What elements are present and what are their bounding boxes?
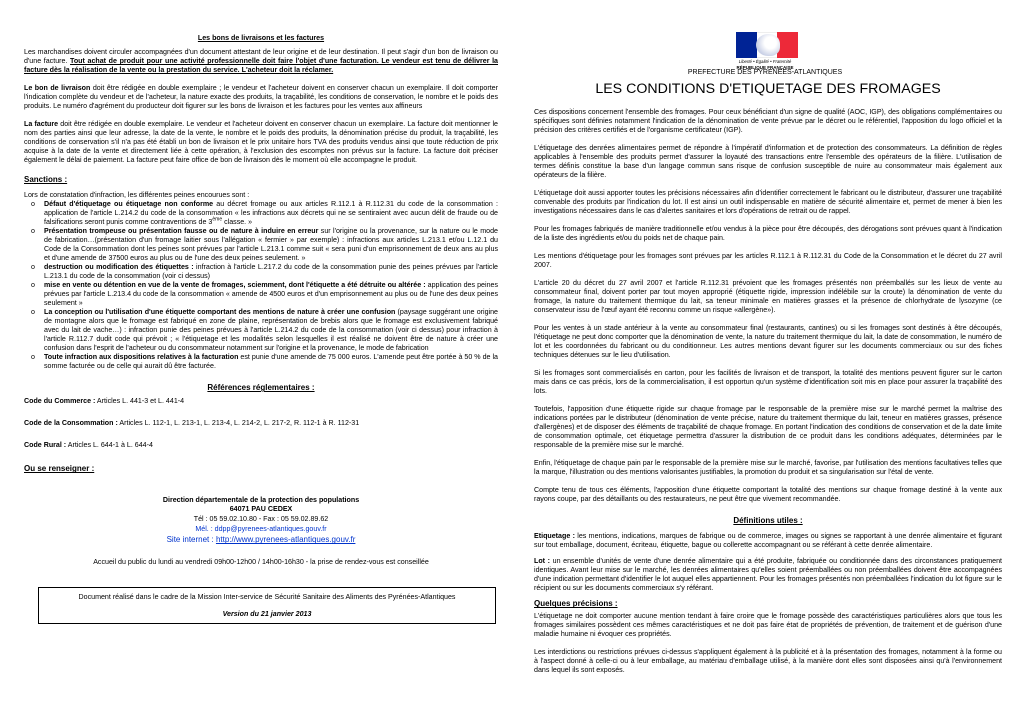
precisions-title: Quelques précisions : <box>534 599 618 609</box>
definitions-title: Définitions utiles : <box>733 516 803 526</box>
info-paragraph: Si les fromages sont commercialisés en carton, pour les facilités de livraison et de transport, la totalité des mentions peuvent figurer sur le carton mais dans ce cas précis, lors de la commercialisation, il est opportun qu'un système d'identification soit mis en place pour assurer la traçabilité des lots. <box>534 369 1002 396</box>
info-paragraph: Les mentions d'étiquetage pour les fromages sont prévues par les articles R.112.1 à R.112.31 du Code de la Consommation et le décret du 27 avril 2007. <box>534 252 1002 270</box>
sanction-label: Toute infraction aux dispositions relatives à la facturation <box>44 353 239 362</box>
info-paragraph: Pour les fromages fabriqués de manière traditionnelle et/ou vendus à la pièce pour être découpés, des dérogations sont prévues quant à l'indication de la liste des ingrédients et/ou du poids net de chaque pain. <box>534 225 1002 243</box>
sanction-sup: ème <box>212 216 223 223</box>
sanction-text-end: classe. » <box>222 218 253 227</box>
bon-livraison-label: Le bon de livraison <box>24 84 91 92</box>
definitions-list <box>534 532 1002 593</box>
sanction-label: Présentation trompeuse ou présentation fausse ou de nature à induire en erreur <box>44 227 319 236</box>
info-paragraph: L'article 20 du décret du 27 avril 2007 et l'article R.112.31 prévoient que les fromages présentés non préemballés sur les lieux de vente au consommateur final, doivent porter par tout moyen approprié (étiquette rigide, impression indélébile sur la croute) la dénomination de vente du fromage, la nature du traitement thermique du lait, sa teneur minimale en matières grasses et la présence de chlorhydrate de lysozyme (ce conservateur issu de l'œuf ayant été reconnu comme un risque «allergène»). <box>534 279 1002 315</box>
mission-box <box>38 587 496 624</box>
reference-item <box>24 441 498 450</box>
renseigner-title: Ou se renseigner : <box>24 464 95 474</box>
bons-emphasis: Tout achat de produit pour une activité professionnelle doit faire l'objet d'une facturation. Le vendeur est tenu de délivrer la facture dès la réalisation de la vente ou la prestation du service. L'acheteur doit la réclamer. <box>24 57 499 74</box>
info-paragraph: Pour les ventes à un stade antérieur à la vente au consommateur final (restaurants, cantines) ou si les fromages sont destinés à être découpés, l'étiquetage ne peut donc comporter que la dénomination de vente, la nature du traitement thermique du lait, la date de consommation, le numéro de lot et les coordonnées du fabricant ou du conditionneur. Les autres mentions devant figurer sur les documents commerciaux ou sur des fiches techniques détenues sur le lieu d'utilisation. <box>534 324 1002 360</box>
mission-text: Document réalisé dans le cadre de la Mission Inter-service de Sécurité Sanitaire des Aliments des Pyrénées-Atlantiques <box>78 592 456 601</box>
contact-block <box>24 496 498 545</box>
facture-text: doit être rédigée en double exemplaire. Le vendeur et l'acheteur doivent en conserver chacun un exemplaire. La facture doit mentionner le nom des parties ainsi que leur adresse, la date de la vente, le nombre et le poids des produits, la dénomination précise du produit, la traçabilité, les conditions de conservation s'il n'a pas été établi un bon de livraison et le prix unitaire hors TVA des produits vendus ainsi que toute réduction de prix acquise à la date de la vente et directement liée à cette opération, à l'exclusion des escomptes non prévus sur la facture. La facture doit préciser également le délai de paiement. La facture peut faire office de bon de livraison dès le moment où elle accompagne le produit. <box>24 120 498 164</box>
bullet-icon: o <box>31 353 35 362</box>
reference-item <box>24 397 498 406</box>
facture-label: La facture <box>24 120 59 128</box>
mail-label: Mél. : <box>195 525 215 534</box>
info-paragraph: Ces dispositions concernent l'ensemble des fromages. Pour ceux bénéficiant d'un signe de qualité (AOC, IGP), des obligations complémentaires ou spécifiques sont définies notamment l'indication de la dénomination de vente prévue par le décret ou le référentiel, l'apposition du logo officiel et la précision des critères certifiés et de l'organisme certificateur (IGP). <box>534 108 1002 135</box>
sanction-item <box>24 308 498 353</box>
bons-paragraph <box>24 48 498 75</box>
reference-label: Code Rural : <box>24 441 67 450</box>
sanctions-title: Sanctions : <box>24 175 68 184</box>
info-paragraph: L'étiquetage doit aussi apporter toutes les précisions nécessaires afin d'identifier correctement le fabricant ou le distributeur, d'assurer une traçabilité convenable des produits par l'indication du lot. Il est ainsi un outil indispensable en matière de sécurité alimentaire et, permet de mener à bien les investigations nécessaires dans le cas d'alertes sanitaires et lors d'opérations de retrait ou de rappel. <box>534 189 1002 216</box>
tel-fax: Tél : 05 59.02.10.80 - Fax : 05 59.02.89.62 <box>193 515 329 524</box>
sanction-label: Défaut d'étiquetage ou étiquetage non conforme <box>44 200 214 209</box>
sanction-item <box>24 281 498 308</box>
references-list <box>24 397 498 450</box>
sanction-text: (paysage suggérant une origine de montagne alors que le fromage est fabriqué en zone de plaine, représentation de brebis alors que le fromage est exclusivement fabriqué avec du lait de vache…) : infraction punie des peines prévues à l'article L.214.2 du code de la consommation (voir ci dessus) pour infraction à l'article R.112.7 dudit code qui prévoit ; « l'étiquetage et les modalités selon lesquelles il est réalisé ne doivent être de nature à créer une confusion dans l'esprit de l'acheteur ou du consommateur notamment sur l'origine et la provenance, le mode de fabrication <box>44 308 498 353</box>
definition-label: Etiquetage : <box>534 532 575 541</box>
bullet-icon: o <box>31 281 35 290</box>
bons-title: Les bons de livraisons et les factures <box>197 34 325 42</box>
definition-item <box>534 532 1002 550</box>
site-label: Site internet : <box>166 535 216 545</box>
prefecture: PREFECTURE DES PYRENEES-ATLANTIQUES <box>687 69 843 76</box>
sanction-item <box>24 227 498 263</box>
sanctions-list <box>24 200 498 371</box>
info-paragraph: Enfin, l'étiquetage de chaque pain par le responsable de la première mise sur le marché, favorise, par l'utilisation des mentions facultatives telles que la marque, l'illustration ou des mentions valorisantes justifiables, la promotion du produit et sa singularisation sur l'étal de vente. <box>534 459 1002 477</box>
bon-livraison-paragraph <box>24 84 498 111</box>
sanction-text: est punie d'une amende de 75 000 euros. L'amende peut être portée à 50 % de la somme facturée ou de celle qui aurait dû être facturée. <box>44 353 499 371</box>
definition-item <box>534 557 1002 593</box>
sanction-text: application des peines prévues par l'article L.213.4 du code de la consommation « amende de 4500 euros et d'un emprisonnement au plus ou de l'une des deux peines seulement » <box>44 281 499 308</box>
republique: RÉPUBLIQUE FRANÇAISE <box>736 65 794 70</box>
site-line <box>24 535 498 545</box>
sanction-label: La conception ou l'utilisation d'une étiquette comportant des mentions de nature à créer une confusion <box>44 308 396 317</box>
bullet-icon: o <box>31 308 35 317</box>
reference-label: Code du Commerce : <box>24 397 96 406</box>
precisions-list <box>534 612 1002 675</box>
left-column <box>24 0 498 624</box>
sanctions-intro: Lors de constatation d'infraction, les différentes peines encourues sont : <box>24 191 250 200</box>
version-date: Version du 21 janvier 2013 <box>222 609 312 618</box>
reference-text: Articles L. 112-1, L. 213-1, L. 213-4, L. 214-2, L. 217-2, R. 112-1 à R. 112-31 <box>117 419 360 428</box>
reference-item <box>24 419 498 428</box>
mail-link[interactable]: ddpp@pyrenees-atlantiques.gouv.fr <box>214 525 327 534</box>
reference-label: Code de la Consommation : <box>24 419 118 428</box>
bullet-icon: o <box>31 200 35 209</box>
motto: Liberté • Égalité • Fraternité <box>738 59 792 64</box>
sanction-item <box>24 263 498 281</box>
reference-text: Articles L. 441-3 et L. 441-4 <box>95 397 185 406</box>
references-title: Références réglementaires : <box>207 383 315 393</box>
precision-paragraph: L'étiquetage ne doit comporter aucune mention tendant à faire croire que le fromage possède des caractéristiques particulières alors que tous les fromages similaires possèdent ces mêmes caractéristiques et ne doit pas faire état de propriétés de prévention, de traitement et de guérison d'une maladie humaine ni évoquer ces propriétés. <box>534 612 1002 639</box>
facture-paragraph <box>24 120 498 165</box>
intro-paragraphs <box>534 108 1002 504</box>
sanction-label: destruction ou modification des étiquettes : <box>44 263 194 272</box>
right-column <box>534 0 1002 675</box>
reference-text: Articles L. 644-1 à L. 644-4 <box>66 441 153 450</box>
mail-line <box>24 525 498 534</box>
ddpp-city: 64071 PAU CEDEX <box>229 505 293 514</box>
sanction-text: infraction à l'article L.217.2 du code de la consommation punie des peines prévues par l'article L.213.1 du code de la consommation (voir ci dessus) <box>44 263 498 281</box>
sanction-text: sur l'origine ou la provenance, sur la nature ou le mode de fabrication…(présentation d'un fromage laitier sous l'allégation « fermier » par exemple) : infractions aux articles L.213.1 et/ou L.12.1 du Code de la Consommation dont les peines sont prévues par l'article L.213.1 comme suit « sera puni d'un emprisonnement de deux ans au plus et d'une amende de 37500 euros au plus ou de l'une des deux peines seulement. » <box>44 227 498 263</box>
definition-text: les mentions, indications, marques de fabrique ou de commerce, images ou signes se rapportant à une denrée alimentaire et figurant sur tout emballage, document, écriteau, étiquette, bague ou collerette accompagnant ou se référant à cette denrée alimentaire. <box>534 532 1002 550</box>
bon-livraison-text: doit être rédigée en double exemplaire ; le vendeur et l'acheteur doivent en conserver chacun un exemplaire. Il doit comporter l'indication complète du vendeur et de l'acheteur, la nature exacte des produits, la traçabilité, les conditions de conservation, le nombre et le poids des produits. Le numéro d'agrément du producteur doit figurer sur les bons de livraison et les factures pour les ventes aux affineurs <box>24 84 498 110</box>
bullet-icon: o <box>31 263 35 272</box>
info-paragraph: L'étiquetage des denrées alimentaires permet de répondre à l'impératif d'information et de protection des consommateurs. La définition de règles applicables à l'ensemble des produits permet d'assurer la loyauté des transactions entre l'ensemble des opérateurs de la filière. L'utilisation de termes définis constitue la base d'un langage commun sans risque de confusion susceptible de nuire au consommateur mais également aux opérateurs de la filière. <box>534 144 1002 180</box>
bons-text: Les marchandises doivent circuler accompagnées d'un document attestant de leur origine et de leur destination. Il peut s'agir d'un bon de livraison ou d'une facture. <box>24 48 498 65</box>
definition-text: un ensemble d'unités de vente d'une denrée alimentaire qui a été produite, fabriquée ou conditionnée dans des circonstances pratiquement identiques. Avant leur mise sur le marché, les denrées alimentaires qu'elles soient préemballées ou non préemballées doivent être accompagnées d'une indication permettant d'identifier le lot auquel elles appartiennent. Pour les fromages présentés non préemballées l'indication du lot figure sur le récipient ou sur les documents commerciaux s'y référant. <box>534 557 1002 593</box>
definition-label: Lot : <box>534 557 551 566</box>
sanction-item <box>24 353 498 371</box>
sanction-item <box>24 200 498 227</box>
sanction-label: mise en vente ou détention en vue de la vente de fromages, sciemment, dont l'étiquette a été détruite ou altérée : <box>44 281 426 290</box>
ddpp-name: Direction départementale de la protection des populations <box>162 496 360 505</box>
sanction-text: au décret fromage ou aux articles R.112.1 à R.112.31 du code de la consommation : application de l'article L.214.2 du code de la consommation « les infractions aux décrets qui ne se sentiraient avec aucun délit de fraude ou de falsifications seront punis comme contraventions de 3 <box>44 200 498 227</box>
info-paragraph: Toutefois, l'apposition d'une étiquette rigide sur chaque fromage par le responsable de la première mise sur le marché permet la maîtrise des indications portées par le distributeur (dénomination de vente précise, nature du traitement thermique du lait, teneur en matières grasses, présence d'allergènes) et de disposer des éléments de traçabilité de chaque fromage. En portant l'indication des conditions de conservation et de la date limite de consommation optimale, cet étiquetage permettra d'assurer la distribution de ce produit dans les conditions adéquates, déterminées par le responsable de la première mise sur le marché. <box>534 405 1002 450</box>
page-title: LES CONDITIONS D'ETIQUETAGE DES FROMAGES <box>595 81 941 97</box>
site-link[interactable]: http://www.pyrenees-atlantiques.gouv.fr <box>215 535 356 545</box>
accueil-text: Accueil du public du lundi au vendredi 09h00-12h00 / 14h00-16h30 - la prise de rendez-vous est conseillée <box>93 557 429 566</box>
precision-paragraph: Les interdictions ou restrictions prévues ci-dessus s'appliquent également à la publicité et à la présentation des fromages, notamment à la forme ou à l'aspect donné à celle-ci ou à leur emballage, au matériau d'emballage utilisé, à la manière dont elles sont disposées ainsi qu'à l'environnement dans lequel ils sont exposés. <box>534 648 1002 675</box>
info-paragraph: Compte tenu de tous ces éléments, l'apposition d'une étiquette comportant la totalité des mentions sur chaque fromage destiné à la vente aux rayons coupe, par des détaillants ou des restaurateurs, ne peut être que vivement recommandée. <box>534 486 1002 504</box>
bullet-icon: o <box>31 227 35 236</box>
